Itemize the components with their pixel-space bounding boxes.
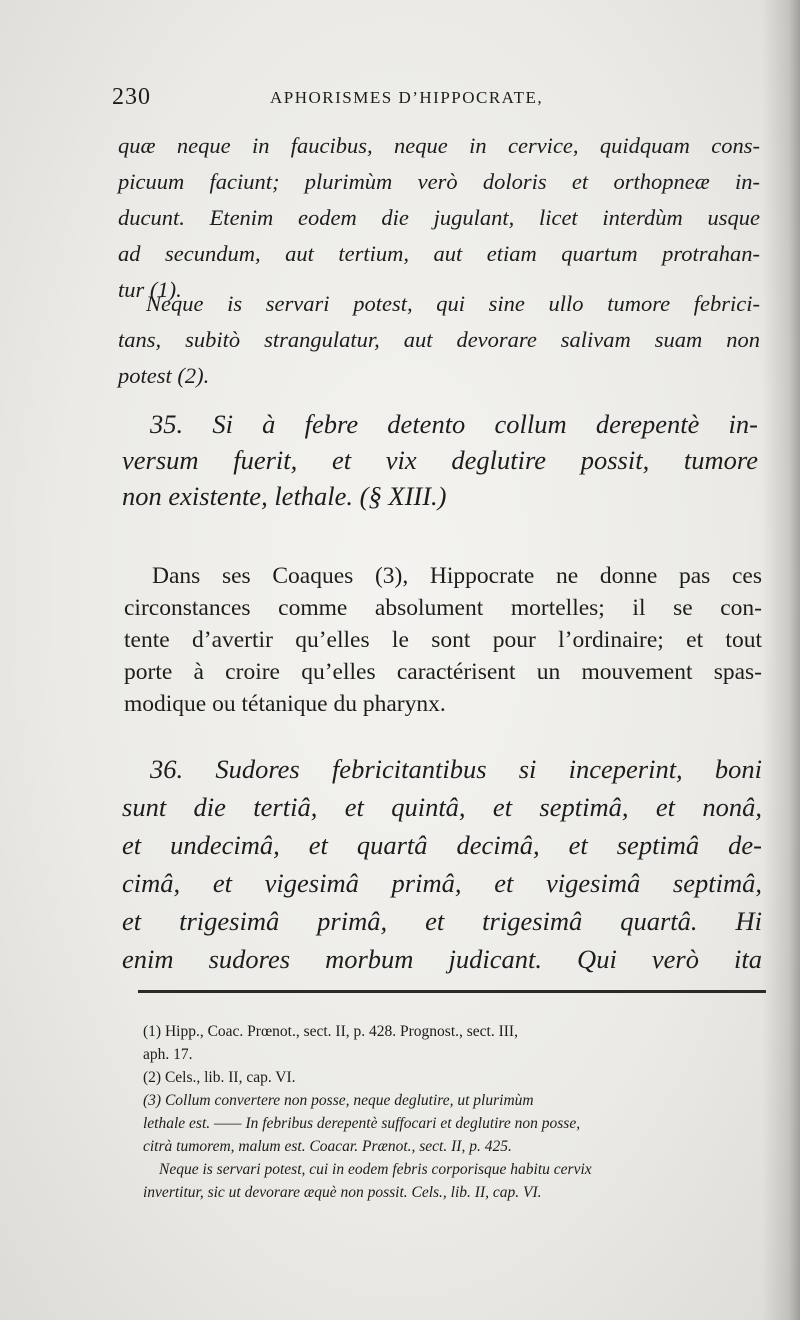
footnote-line: aph. 17. xyxy=(143,1046,193,1063)
text-line: versum fuerit, et vix deglutire possit, tumore xyxy=(122,445,758,475)
footnote-line: lethale est. —— In febribus derepentè suffocari et deglutire non posse, xyxy=(143,1115,581,1132)
page-number: 230 xyxy=(112,84,151,110)
aphorism-35 xyxy=(122,406,758,514)
text-line: et undecimâ, et quartâ decimâ, et septimâ de- xyxy=(122,830,762,860)
text-line: tans, subitò strangulatur, aut devorare salivam suam non xyxy=(118,327,760,352)
footnote-line: invertitur, sic ut devorare æquè non possit. Cels., lib. II, cap. VI. xyxy=(143,1184,542,1201)
footnote-line: Neque is servari potest, cui in eodem febris corporisque habitu cervix xyxy=(159,1161,592,1178)
text-line: ducunt. Etenim eodem die jugulant, licet interdùm usque xyxy=(118,205,760,230)
text-line: modique ou tétanique du pharynx. xyxy=(124,691,446,717)
text-line: circonstances comme absolument mortelles; il se con- xyxy=(124,595,762,621)
text-line: porte à croire qu’elles caractérisent un mouvement spas- xyxy=(124,659,762,685)
text-line: Neque is servari potest, qui sine ullo tumore febrici- xyxy=(146,291,760,316)
footnote-rule xyxy=(138,990,766,993)
text-line: et trigesimâ primâ, et trigesimâ quartâ. Hi xyxy=(122,906,762,936)
footnote-line: citrà tumorem, malum est. Coacar. Prænot., sect. II, p. 425. xyxy=(143,1138,512,1155)
text-line: sunt die tertiâ, et quintâ, et septimâ, et nonâ, xyxy=(122,792,762,822)
footnotes xyxy=(143,1020,779,1204)
text-line: 36. Sudores febricitantibus si inceperint, boni xyxy=(150,754,762,784)
footnote-line: (2) Cels., lib. II, cap. VI. xyxy=(143,1069,296,1086)
footnote-line: (1) Hipp., Coac. Prœnot., sect. II, p. 428. Prognost., sect. III, xyxy=(143,1023,518,1040)
text-line: enim sudores morbum judicant. Qui verò ita xyxy=(122,944,762,974)
text-line: Dans ses Coaques (3), Hippocrate ne donne pas ces xyxy=(152,563,762,589)
text-line: potest (2). xyxy=(118,363,210,388)
text-line: non existente, lethale. (§ XIII.) xyxy=(122,481,447,511)
text-line: tur (1). xyxy=(118,277,182,302)
text-line: tente d’avertir qu’elles le sont pour l’ordinaire; et tout xyxy=(124,627,762,653)
aphorism-36 xyxy=(122,750,762,978)
latin-paragraph-2 xyxy=(118,286,760,394)
footnote-line: (3) Collum convertere non posse, neque deglutire, ut plurimùm xyxy=(143,1092,534,1109)
text-line: picuum faciunt; plurimùm verò doloris et orthopneæ in- xyxy=(118,169,760,194)
page-header xyxy=(112,84,612,116)
running-title: APHORISMES D’HIPPOCRATE, xyxy=(270,88,544,107)
text-line: 35. Si à febre detento collum derepentè in- xyxy=(150,409,758,439)
latin-paragraph-1 xyxy=(118,128,760,308)
text-line: quæ neque in faucibus, neque in cervice, quidquam cons- xyxy=(118,133,760,158)
text-line: ad secundum, aut tertium, aut etiam quartum protrahan- xyxy=(118,241,760,266)
commentary-paragraph xyxy=(124,560,762,720)
text-line: cimâ, et vigesimâ primâ, et vigesimâ septimâ, xyxy=(122,868,762,898)
